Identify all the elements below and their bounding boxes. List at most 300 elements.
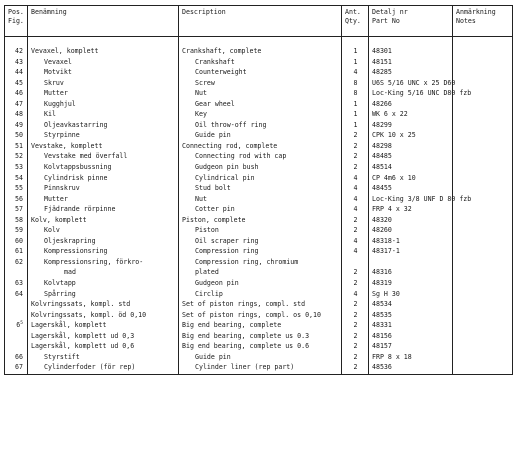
part-no: 48514 [372, 163, 392, 172]
benamning-cell [28, 120, 179, 131]
part-no-cell [369, 341, 453, 352]
benamning-text: Lagerskål, komplett ud 0,6 [31, 342, 135, 351]
spacer-cell [369, 37, 453, 47]
notes-cell [453, 151, 513, 162]
description-cell [179, 246, 342, 257]
description-cell [179, 362, 342, 375]
benamning-cell [28, 341, 179, 352]
pos-fig-cell [5, 352, 28, 363]
part-no-cell [369, 46, 453, 57]
benamning-text: Cylinderfoder (för rep) [44, 363, 136, 372]
part-no-cell [369, 120, 453, 131]
table-row [5, 173, 513, 184]
description-cell [179, 299, 342, 310]
benamning-text: Vevaxel [44, 57, 72, 66]
description-cell [179, 194, 342, 205]
description-cell [179, 289, 342, 300]
description-cell [179, 78, 342, 89]
part-no-cell [369, 67, 453, 78]
header-benamning-label: Benämning [31, 8, 67, 16]
part-no-cell [369, 194, 472, 205]
qty-cell [342, 120, 369, 131]
qty-cell [342, 130, 369, 141]
qty-cell [342, 78, 369, 89]
benamning-cell [28, 173, 179, 184]
notes-cell [453, 225, 513, 236]
notes-cell [453, 362, 513, 375]
pos-fig: 53 [15, 163, 23, 172]
description-text: Crankshaft, complete [182, 47, 262, 55]
part-no: 48485 [372, 152, 392, 161]
benamning-text: Kompressionsring [44, 247, 108, 256]
qty-value: 2 [353, 163, 358, 172]
header-qty-label: Qty. [345, 17, 361, 25]
pos-fig: 58 [15, 215, 23, 224]
benamning-cell [28, 151, 179, 162]
notes-cell [453, 278, 513, 289]
qty-cell [342, 289, 369, 300]
table-row [5, 120, 513, 131]
part-no-cell [369, 162, 453, 173]
qty-value: 2 [353, 279, 358, 288]
description-text: Oil throw-off ring [195, 120, 267, 129]
pos-fig-cell [5, 215, 28, 226]
benamning-text: Oljeavkastarring [44, 120, 108, 129]
table-row [5, 289, 513, 300]
pos-fig: 42 [15, 47, 23, 55]
qty-cell [342, 278, 369, 289]
benamning-cell [28, 78, 179, 89]
pos-fig-cell [5, 46, 28, 57]
header-anmarkning: Anmärkning [456, 8, 496, 16]
table-header-row [5, 6, 513, 37]
qty-cell [342, 183, 369, 194]
description-text: Guide pin [195, 131, 231, 140]
table-row [5, 194, 513, 205]
description-cell [179, 130, 342, 141]
description-text: Nut [195, 194, 207, 203]
pos-fig-cell [5, 173, 28, 184]
description-text: Set of piston rings, compl. os 0,10 [182, 310, 321, 319]
benamning-cell [28, 67, 179, 78]
header-detalj-nr: Detalj nr [372, 8, 408, 16]
pos-fig-cell [5, 320, 28, 331]
description-text: Gudgeon pin [195, 279, 239, 288]
table-row [5, 236, 513, 247]
description-cell [179, 331, 342, 342]
part-no: 48534 [372, 300, 392, 309]
benamning-cell [28, 194, 179, 205]
description-cell [179, 173, 342, 184]
qty-cell [342, 246, 369, 257]
benamning-text: Kompressionsring, förkro- [44, 257, 144, 266]
pos-fig: 64 [15, 289, 23, 298]
notes-cell [453, 120, 513, 131]
part-no-cell [369, 246, 453, 257]
benamning-text: Spårring [44, 289, 76, 298]
pos-fig: 55 [15, 184, 23, 193]
qty-value: 2 [353, 141, 358, 150]
part-no-cell [369, 99, 453, 110]
description-cell [179, 225, 342, 236]
benamning-text: Kolv [44, 226, 60, 235]
benamning-cell [28, 257, 179, 278]
part-no: Loc-King 3/8 UNF D 80 fzb [372, 194, 472, 203]
notes-cell [453, 289, 513, 300]
qty-cell [342, 57, 369, 68]
notes-cell [453, 299, 513, 310]
table-row [5, 278, 513, 289]
qty-value: 2 [353, 310, 358, 319]
pos-fig-cell [5, 236, 28, 247]
benamning-text: Kolvringssats, kompl. std [31, 300, 131, 309]
part-no-cell [369, 320, 453, 331]
benamning-cell [28, 57, 179, 68]
table-row [5, 331, 513, 342]
part-no: 48316 [372, 268, 392, 277]
qty-value: 4 [353, 205, 358, 214]
table-row [5, 151, 513, 162]
pos-fig-cell [5, 120, 28, 131]
notes-cell [453, 162, 513, 173]
header-description-label: Description [182, 8, 226, 16]
table-row [5, 320, 513, 331]
table-row [5, 204, 513, 215]
benamning-text: Styrstift [44, 352, 80, 361]
part-no-cell [369, 236, 453, 247]
pos-fig: 51 [15, 141, 23, 150]
notes-cell [453, 331, 513, 342]
pos-fig: 54 [15, 173, 23, 182]
pos-fig-cell [5, 130, 28, 141]
description-cell [179, 88, 342, 99]
table-row [5, 215, 513, 226]
part-no: 48319 [372, 279, 392, 288]
pos-fig-cell [5, 246, 28, 257]
spacer-cell [342, 37, 369, 47]
pos-fig: 56 [15, 194, 23, 203]
benamning-text: Kolvtapp [44, 279, 76, 288]
description-text: Piston, complete [182, 215, 246, 224]
pos-fig-cell [5, 331, 28, 342]
part-no: 48266 [372, 99, 392, 108]
description-text: Connecting rod, complete [182, 141, 278, 150]
pos-fig-cell [5, 109, 28, 120]
header-pos: Pos. [8, 8, 24, 16]
description-text: Connecting rod with cap [195, 152, 287, 161]
description-text: Circlip [195, 289, 223, 298]
pos-fig: 63 [15, 279, 23, 288]
description-text: Compression ring [195, 247, 259, 256]
description-cell [179, 46, 342, 57]
benamning-cell [28, 141, 179, 152]
description-cell [179, 99, 342, 110]
pos-fig-cell [5, 362, 28, 375]
pos-fig: 66 [15, 352, 23, 361]
qty-value: 2 [353, 331, 358, 340]
part-no-cell [369, 151, 453, 162]
qty-cell [342, 331, 369, 342]
qty-cell [342, 109, 369, 120]
table-row [5, 141, 513, 152]
pos-fig: 61 [15, 247, 23, 256]
benamning-cell [28, 225, 179, 236]
qty-value: 4 [353, 173, 358, 182]
pos-fig-cell [5, 299, 28, 310]
benamning-text: Motvikt [44, 68, 72, 77]
pos-fig-superscript: 5 [20, 321, 23, 327]
benamning-text: Oljeskrapring [44, 236, 96, 245]
part-no: U6S 5/16 UNC x 25 D60 [372, 78, 456, 87]
qty-value: 2 [353, 321, 358, 330]
benamning-text: Cylindrisk pinne [44, 173, 108, 182]
description-text: Gear wheel [195, 99, 235, 108]
notes-cell [453, 99, 513, 110]
benamning-cell [28, 183, 179, 194]
part-no: Loc-King 5/16 UNC D80 fzb [372, 89, 472, 98]
part-no-cell [369, 225, 453, 236]
qty-value: 2 [353, 342, 358, 351]
part-no-cell [369, 299, 453, 310]
qty-value: 2 [353, 300, 358, 309]
qty-cell [342, 162, 369, 173]
benamning-cell [28, 352, 179, 363]
table-row [5, 67, 513, 78]
pos-fig-cell [5, 225, 28, 236]
table-row [5, 310, 513, 321]
description-cell [179, 109, 342, 120]
description-text: Gudgeon pin bush [195, 163, 259, 172]
header-notes [453, 6, 513, 37]
part-no: 48318-1 [372, 236, 400, 245]
header-benamning [28, 6, 179, 37]
qty-value: 4 [353, 194, 358, 203]
benamning-cell [28, 299, 179, 310]
table-spacer-row [5, 37, 513, 47]
part-no-cell [369, 173, 453, 184]
part-no-cell [369, 141, 453, 152]
benamning-text: Pinnskruv [44, 184, 80, 193]
pos-fig-cell [5, 341, 28, 352]
table-row [5, 46, 513, 57]
description-text: Nut [195, 89, 207, 98]
pos-fig-cell [5, 162, 28, 173]
notes-cell [453, 257, 513, 278]
qty-cell [342, 46, 369, 57]
table-row [5, 299, 513, 310]
benamning-cell [28, 362, 179, 375]
notes-cell [453, 183, 513, 194]
part-no-cell [369, 331, 453, 342]
pos-fig-cell [5, 278, 28, 289]
benamning-text: Vevstake med överfall [44, 152, 128, 161]
qty-cell [342, 67, 369, 78]
qty-cell [342, 225, 369, 236]
qty-cell [342, 341, 369, 352]
description-cell [179, 341, 342, 352]
table-row [5, 225, 513, 236]
pos-fig: 62 [15, 257, 23, 266]
description-text-cont: plated [195, 268, 219, 277]
part-no-cell [369, 183, 453, 194]
description-text: Cylindrical pin [195, 173, 255, 182]
table-body [5, 37, 513, 375]
benamning-cell [28, 162, 179, 173]
qty-value: 4 [353, 236, 358, 245]
header-part [369, 6, 453, 37]
pos-fig: 59 [15, 226, 23, 235]
pos-fig: 45 [15, 78, 23, 87]
pos-fig: 46 [15, 89, 23, 98]
table-row [5, 246, 513, 257]
spacer-cell [5, 37, 28, 47]
part-no-cell [369, 109, 453, 120]
benamning-cell [28, 236, 179, 247]
benamning-cell [28, 204, 179, 215]
pos-fig: 47 [15, 99, 23, 108]
qty-cell [342, 236, 369, 247]
benamning-text: Skruv [44, 78, 64, 87]
parts-table [4, 5, 513, 375]
pos-fig: 48 [15, 110, 23, 119]
description-text: Set of piston rings, compl. std [182, 300, 306, 309]
table-row [5, 257, 513, 278]
part-no: 48299 [372, 120, 392, 129]
part-no: 48298 [372, 141, 392, 150]
pos-fig: 60 [15, 236, 23, 245]
qty-value: 1 [353, 120, 358, 129]
spacer-cell [453, 37, 513, 47]
pos-fig: 6 [16, 321, 21, 330]
table-row [5, 362, 513, 375]
qty-value: 8 [353, 89, 358, 98]
benamning-text: Styrpinne [44, 131, 80, 140]
qty-value: 4 [353, 247, 358, 256]
benamning-text: Vevaxel, komplett [31, 47, 99, 55]
qty-cell [342, 299, 369, 310]
description-cell [179, 236, 342, 247]
benamning-text: Kil [44, 110, 56, 119]
part-no-cell [369, 88, 472, 99]
qty-value: 2 [353, 363, 358, 372]
part-no: WK 6 x 22 [372, 110, 408, 119]
qty-cell [342, 151, 369, 162]
benamning-text: Vevstake, komplett [31, 141, 103, 150]
benamning-text: Kugghjul [44, 99, 76, 108]
pos-fig-cell [5, 289, 28, 300]
benamning-text: Mutter [44, 89, 68, 98]
description-text: Cylinder liner (rep part) [195, 363, 295, 372]
description-cell [179, 352, 342, 363]
notes-cell [453, 67, 513, 78]
header-ant: Ant. [345, 8, 361, 16]
table-row [5, 99, 513, 110]
description-text: Big end bearing, complete us 0.6 [182, 342, 310, 351]
qty-cell [342, 141, 369, 152]
part-no: 48156 [372, 331, 392, 340]
part-no: 48260 [372, 226, 392, 235]
pos-fig-cell [5, 67, 28, 78]
part-no-cell [369, 352, 453, 363]
pos-fig-cell [5, 78, 28, 89]
description-text: Piston [195, 226, 219, 235]
part-no: 48455 [372, 184, 392, 193]
benamning-cell [28, 331, 179, 342]
benamning-cell [28, 246, 179, 257]
qty-value: 1 [353, 47, 358, 55]
benamning-cell [28, 130, 179, 141]
pos-fig: 57 [15, 205, 23, 214]
part-no-cell [369, 130, 453, 141]
qty-cell [342, 99, 369, 110]
part-no: 48151 [372, 57, 392, 66]
qty-value: 2 [353, 152, 358, 161]
part-no: 48301 [372, 47, 392, 55]
qty-cell [342, 88, 369, 99]
table-row [5, 162, 513, 173]
description-cell [179, 257, 342, 278]
part-no-cell [369, 215, 453, 226]
part-no: CPK 10 x 25 [372, 131, 416, 140]
table-row [5, 78, 513, 89]
description-cell [179, 278, 342, 289]
qty-cell [342, 204, 369, 215]
spacer-cell [28, 37, 179, 47]
description-text: Screw [195, 78, 215, 87]
description-cell [179, 320, 342, 331]
notes-cell [453, 310, 513, 321]
pos-fig-cell [5, 257, 28, 278]
part-no: FRP 4 x 32 [372, 205, 412, 214]
benamning-text: Lagerskål, komplett ud 0,3 [31, 331, 135, 340]
description-text: Oil scraper ring [195, 236, 259, 245]
table-row [5, 341, 513, 352]
benamning-text: Fjädrande rörpinne [44, 205, 116, 214]
pos-fig: 50 [15, 131, 23, 140]
description-cell [179, 151, 342, 162]
table-row [5, 130, 513, 141]
part-no-cell [369, 257, 453, 278]
qty-cell [342, 215, 369, 226]
qty-value: 1 [353, 57, 358, 66]
qty-cell [342, 257, 369, 278]
description-cell [179, 57, 342, 68]
qty-value: 2 [353, 215, 358, 224]
description-cell [179, 67, 342, 78]
header-fig: Fig. [8, 17, 24, 25]
part-no-cell [369, 57, 453, 68]
description-cell [179, 183, 342, 194]
description-text: Stud bolt [195, 184, 231, 193]
part-no-cell [369, 310, 453, 321]
description-text: Counterweight [195, 68, 247, 77]
description-text: Cotter pin [195, 205, 235, 214]
qty-value: 4 [353, 184, 358, 193]
pos-fig-cell [5, 310, 28, 321]
notes-cell [453, 341, 513, 352]
spacer-cell [179, 37, 342, 47]
table-row [5, 88, 513, 99]
qty-cell [342, 352, 369, 363]
benamning-cell [28, 109, 179, 120]
benamning-text: Mutter [44, 194, 68, 203]
benamning-text-cont: mad [64, 268, 76, 277]
part-no: CP 4m6 x 10 [372, 173, 416, 182]
notes-cell [453, 246, 513, 257]
pos-fig-cell [5, 88, 28, 99]
qty-cell [342, 362, 369, 375]
notes-cell [453, 46, 513, 57]
